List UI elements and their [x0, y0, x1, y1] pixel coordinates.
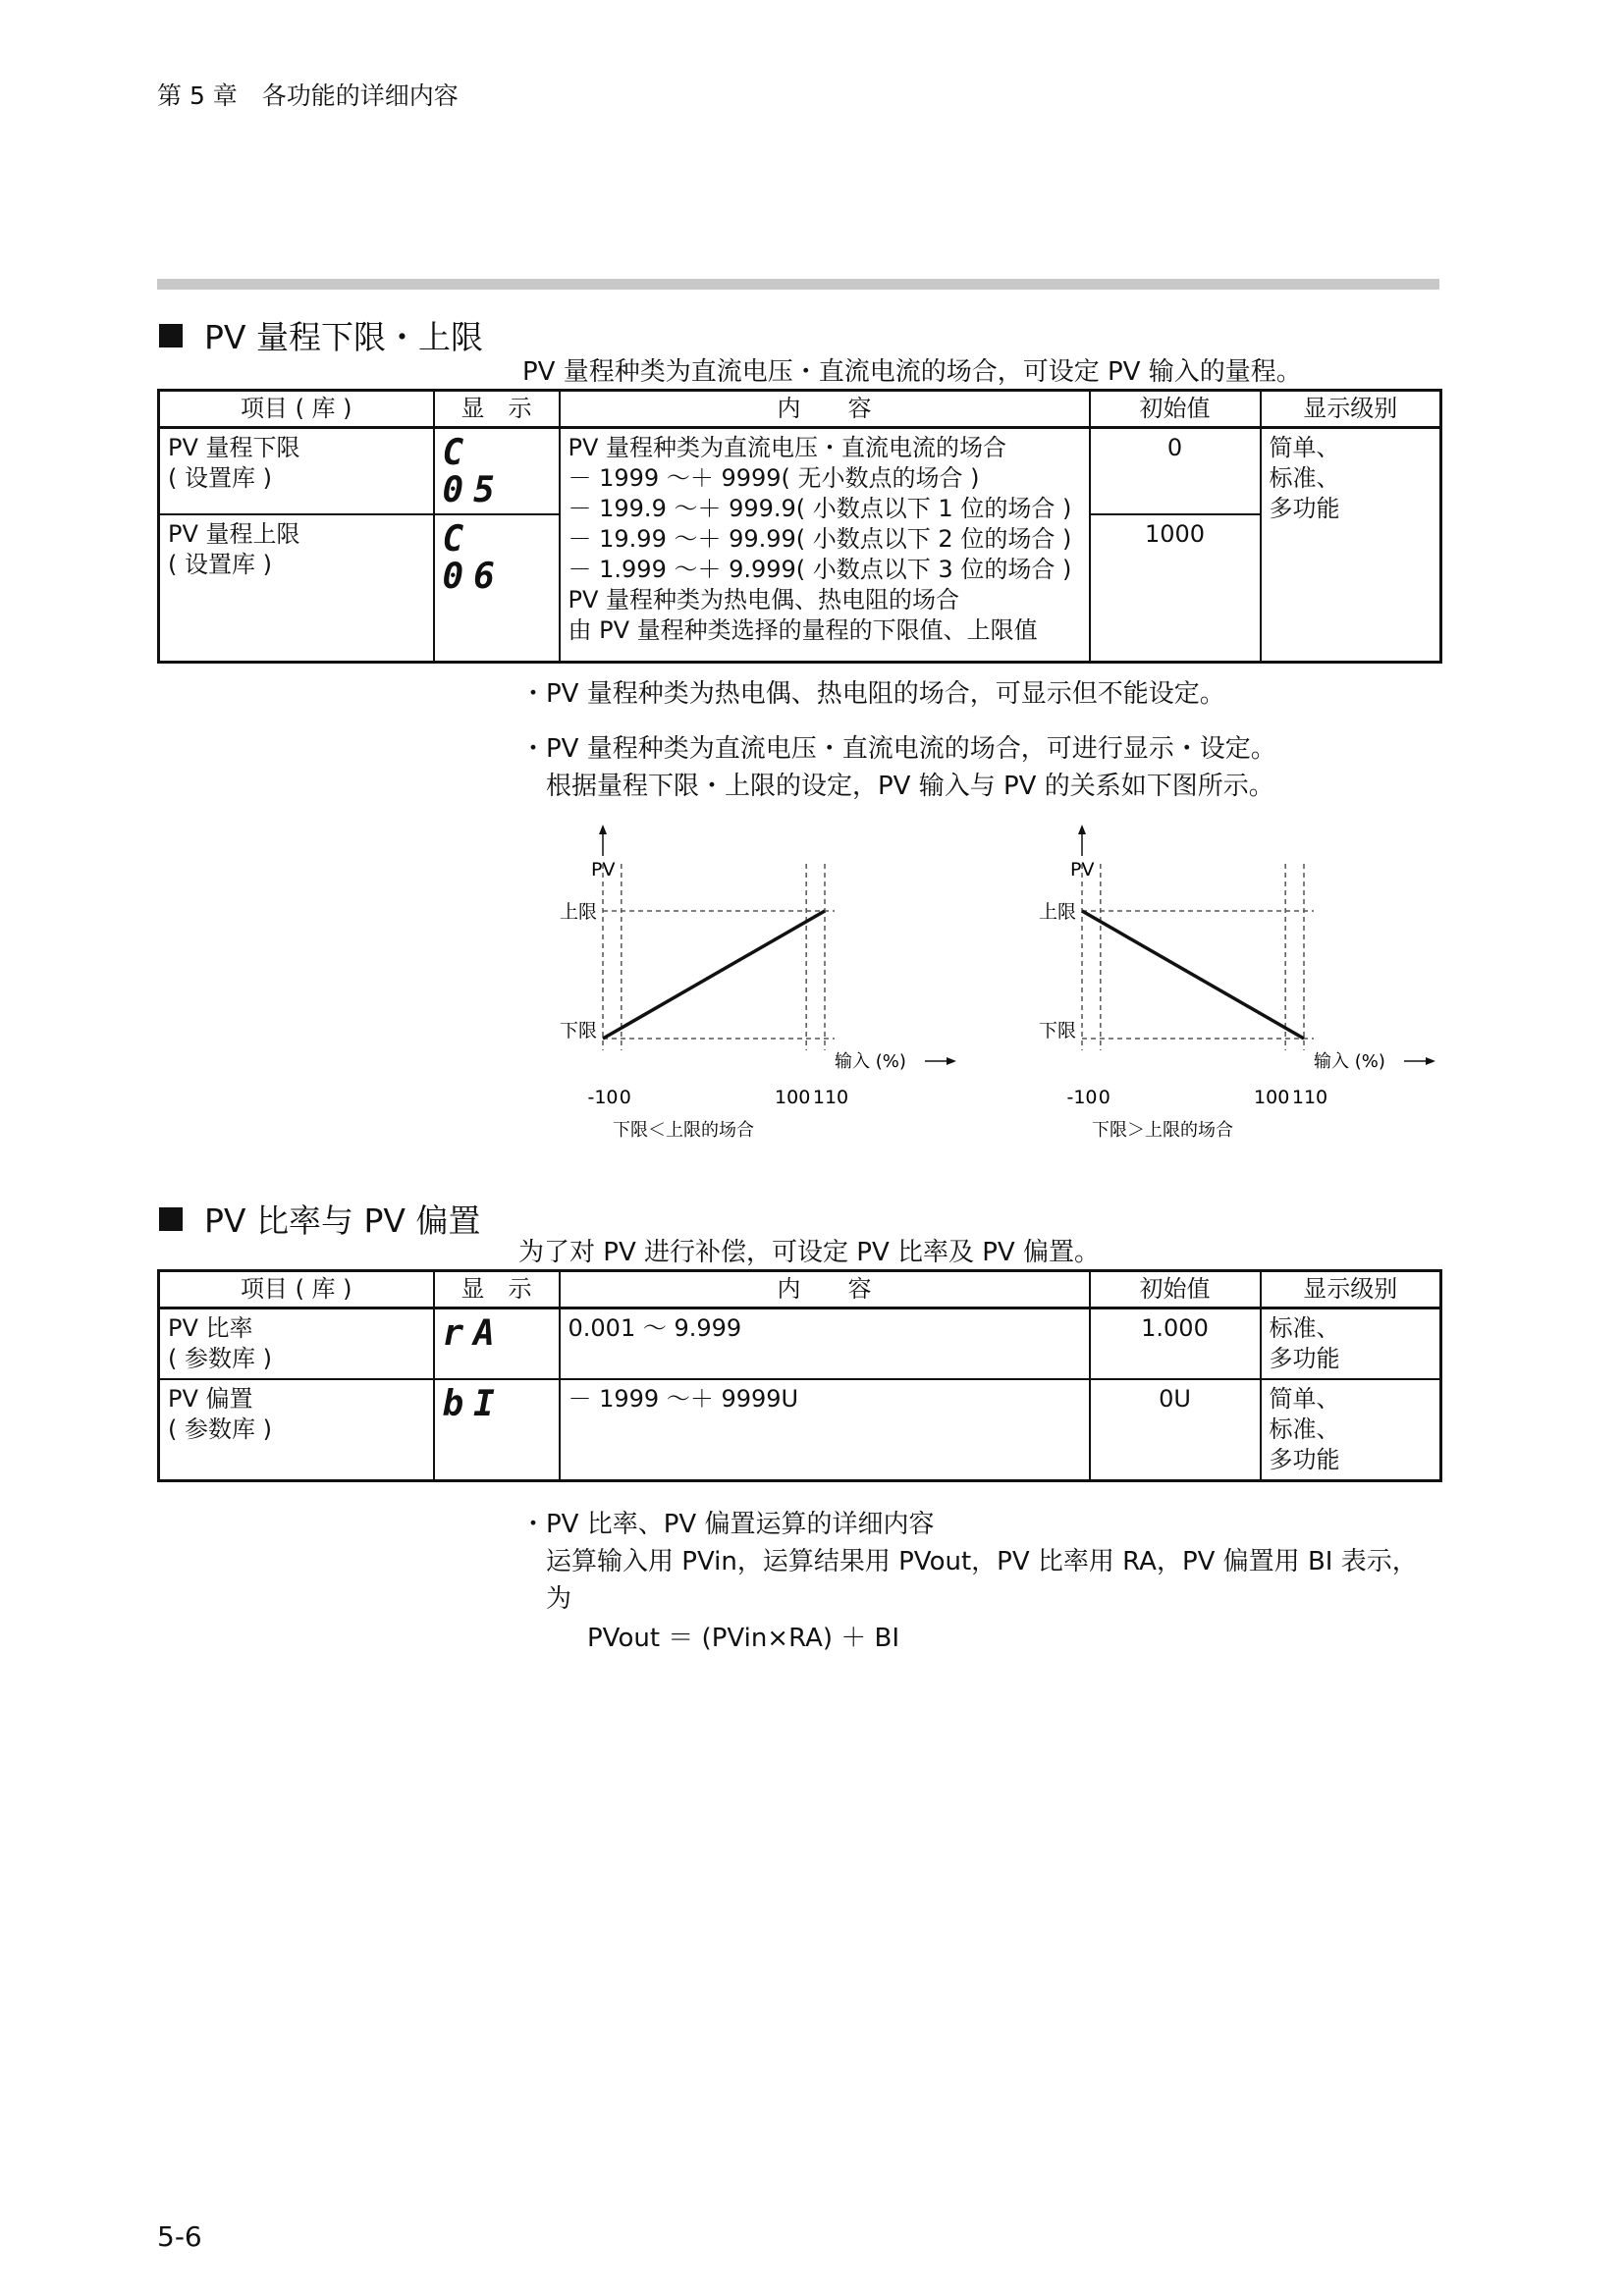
table-row	[159, 428, 1441, 515]
content-cell: － 1999 ～＋ 9999U	[560, 1379, 1090, 1481]
y-tick-label: 下限	[559, 1020, 597, 1041]
table-header: 初始值	[1090, 391, 1261, 428]
chart-caption: 下限＜上限的场合	[613, 1120, 754, 1141]
initial-value-cell: 0U	[1090, 1379, 1261, 1481]
y-tick-label: 上限	[559, 901, 597, 923]
section-divider	[157, 279, 1439, 290]
content-cell: PV 量程种类为直流电压・直流电流的场合 － 1999 ～＋ 9999( 无小数点的场合 ) － 199.9 ～＋ 999.9( 小数点以下 1 位的场合 ) － 19.99 ～＋ 99.99( 小数点以下 2 位的场合 ) － 1.999 ～＋ 9.999( 小数点以下 3 位的场合 ) PV 量程种类为热电偶、热电阻的场合 由 PV 量程种类选择的量程的下限值、上限值	[560, 428, 1090, 663]
note-continuation: 根据量程下限・上限的设定，PV 输入与 PV 的关系如下图所示。	[546, 772, 1274, 801]
display-cell	[434, 1379, 560, 1481]
table-row	[159, 1308, 1441, 1380]
x-tick-label: 100	[775, 1087, 811, 1108]
x-tick-label: 100	[1254, 1087, 1290, 1108]
item-cell: PV 比率 ( 参数库 )	[159, 1308, 434, 1380]
table-row	[159, 1379, 1441, 1481]
table-header: 内 容	[560, 1271, 1090, 1308]
item-cell: PV 量程上限 ( 设置库 )	[159, 514, 434, 662]
section-intro: PV 量程种类为直流电压・直流电流的场合，可设定 PV 输入的量程。	[522, 357, 1302, 387]
initial-value-cell: 1.000	[1090, 1308, 1261, 1380]
content-cell: 0.001 ～ 9.999	[560, 1308, 1090, 1380]
item-cell: PV 偏置 ( 参数库 )	[159, 1379, 434, 1481]
note-line: 为	[546, 1584, 572, 1614]
note-bullet: ・PV 量程种类为直流电压・直流电流的场合，可进行显示・设定。	[520, 734, 1276, 764]
note-line: 运算输入用 PVin，运算结果用 PVout，PV 比率用 RA，PV 偏置用 BI 表示，	[546, 1547, 1418, 1576]
square-bullet-icon	[159, 1207, 183, 1231]
section-title-text: PV 比率与 PV 偏置	[204, 1201, 481, 1240]
chart-caption: 下限＞上限的场合	[1092, 1120, 1233, 1141]
pv-ratio-bias-table	[157, 1269, 1442, 1482]
x-tick-label: -10	[587, 1087, 619, 1108]
x-tick-label: 0	[619, 1087, 631, 1108]
arrow-head-icon	[599, 825, 607, 834]
display-cell	[434, 1308, 560, 1380]
x-tick-label: 110	[1291, 1087, 1328, 1108]
table-header-row	[159, 391, 1441, 428]
display-cell	[434, 428, 560, 515]
initial-value-cell: 0	[1090, 428, 1261, 515]
item-cell: PV 量程下限 ( 设置库 )	[159, 428, 434, 515]
y-axis-label: PV	[591, 859, 616, 881]
display-cell	[434, 514, 560, 662]
table-header: 内 容	[560, 391, 1090, 428]
y-axis-label: PV	[1070, 859, 1095, 881]
note-bullet: ・PV 量程种类为热电偶、热电阻的场合，可显示但不能设定。	[520, 679, 1225, 709]
chart-lower-less-than-upper	[530, 815, 982, 1148]
page-number: 5-6	[157, 2220, 202, 2253]
table-header: 初始值	[1090, 1271, 1261, 1308]
y-tick-label: 上限	[1038, 901, 1076, 923]
square-bullet-icon	[159, 324, 183, 347]
section-title-pv-range	[159, 312, 483, 358]
table-header: 显示级别	[1261, 391, 1441, 428]
arrow-head-icon	[1078, 825, 1086, 834]
seven-segment-display: bI	[442, 1384, 505, 1424]
chart-lower-greater-than-upper	[1009, 815, 1461, 1148]
chapter-header: 第 5 章 各功能的详细内容	[157, 81, 459, 110]
y-tick-label: 下限	[1038, 1020, 1076, 1041]
x-axis-label: 输入 (%)	[835, 1051, 906, 1072]
arrow-head-icon	[1426, 1057, 1435, 1065]
level-cell: 简单、 标准、 多功能	[1261, 428, 1441, 663]
section-title-text: PV 量程下限・上限	[204, 318, 483, 356]
seven-segment-display: rA	[442, 1313, 505, 1354]
x-tick-label: 110	[812, 1087, 849, 1108]
series-line	[603, 911, 825, 1039]
initial-value-cell: 1000	[1090, 514, 1261, 662]
x-tick-label: 0	[1098, 1087, 1110, 1108]
level-cell: 简单、 标准、 多功能	[1261, 1379, 1441, 1481]
series-line	[1082, 911, 1304, 1039]
table-header-row	[159, 1271, 1441, 1308]
section-intro: 为了对 PV 进行补偿，可设定 PV 比率及 PV 偏置。	[518, 1238, 1100, 1267]
formula: PVout ＝ (PVin×RA) ＋ BI	[587, 1624, 900, 1653]
level-cell: 标准、 多功能	[1261, 1308, 1441, 1380]
arrow-head-icon	[947, 1057, 956, 1065]
note-bullet: ・PV 比率、PV 偏置运算的详细内容	[520, 1510, 935, 1539]
table-header: 显示级别	[1261, 1271, 1441, 1308]
x-axis-label: 输入 (%)	[1314, 1051, 1385, 1072]
x-tick-label: -10	[1066, 1087, 1098, 1108]
table-header: 项目 ( 库 )	[159, 391, 434, 428]
seven-segment-display: C 05	[442, 433, 505, 510]
section-title-pv-ratio-bias	[159, 1196, 480, 1242]
table-header: 显 示	[434, 391, 560, 428]
pv-range-table	[157, 389, 1442, 664]
table-header: 项目 ( 库 )	[159, 1271, 434, 1308]
seven-segment-display: C 06	[442, 519, 505, 597]
table-header: 显 示	[434, 1271, 560, 1308]
